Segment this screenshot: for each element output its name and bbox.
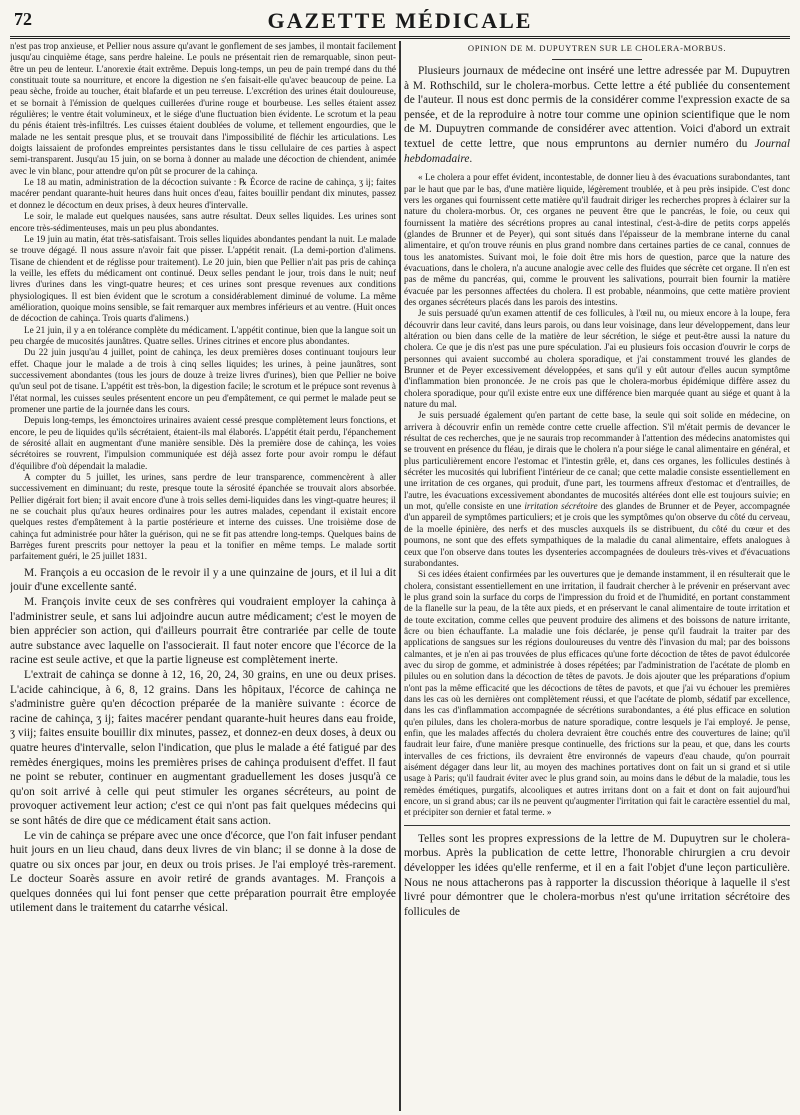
heading-rule (552, 59, 642, 60)
quote-paragraph: Si ces idées étaient confirmées par les ouvertures que je demande instamment, il en résulterait que le cholera, consistant essentiellement en une irritation, il faudrait chercher à le prévenir en préservant avec le plus grand soin la surface du corps de l'impression du froid et de l'humidité, en portant constamment de la flanelle sur la peau, de la tête aux pieds, et en préservant le canal alimentaire de toute irritation et de toute excitation, comme celles que peuvent produire des alimens et des boissons de nature irritante, âcre ou bien échauffante. La maladie une fois déclarée, je pense qu'il faudrait la traiter par des applications de sangsues sur les régions douloureuses du ventre dès l'invasion du mal; par des boissons calmantes, et je n'en ai pas trouvées de plus efficaces qu'une forte décoction de têtes de pavot édulcorée avec du sirop de gomme, et administrée à doses répétées; par l'administration de l'acétate de plomb en pilules ou en solution dans la décoction de têtes de pavots. Je dois ajouter que les préparations d'opium n'ont pas la même efficacité que les décoctions de têtes de pavots, et que j'ai vu échouer les premières dans les cas où les dernières ont complètement réussi, et que l'acétate de plomb, sédatif par excellence, dans les cas d'inflammation accompagnée de sécrétions surabondantes, a été plus efficace en solution qu'en pilules, dans les cholera-morbus de nature sporadique, contre lesquels je l'ai employé. Je pense, enfin, que les malades affectés du cholera devraient être couchés entre des couvertures de laine; qu'il faudrait leur faire, d'une manière presque continuelle, des frictions sur la peau, et que, dans les courts intervalles de ces frictions, ils devraient être environnés de vapeurs d'eau chaude, qu'on pourrait aisément dégager dans leur lit, au moyen des machines portatives dont on fait un si grand et si utile usage à Paris; qu'il faudrait éviter avec le plus grand soin, au moins dans le début de la maladie, tous les remèdes émétiques, purgatifs, alcooliques et autres irritans dont on a fait et dont on fait aujourd'hui encore, un si grand abus; car ils ne peuvent qu'augmenter l'irritation qui fait le caractère essentiel du mal, et précipiter son dernier et fatal terme. » (404, 569, 790, 818)
masthead-rule (10, 36, 790, 39)
journal-title: GAZETTE MÉDICALE (267, 8, 533, 33)
intro-end: . (469, 152, 473, 165)
intro-text: Plusieurs journaux de médecine ont inséré une lettre adressée par M. Dupuytren à M. Rothschild, sur le cholera-morbus. Cette lettre a été publiée du consentement de l'auteur. Il nous est donc permis de la considérer comme l'expression exacte de sa pensée, et de la reproduire à notre tour comme une opinion scientifique que le nom de M. Dupuytren commande de considérer avec attention. Voici d'abord un extrait textuel de cette lettre, que nous empruntons au dernier numéro du (404, 65, 790, 150)
columns (10, 41, 790, 1111)
case-paragraph: Le 18 au matin, administration de la décoction suivante : ℞ Écorce de racine de cahinça, ʒ ij; faites macérer pendant quarante-huit heures dans huit onces d'eau, faites bouillir pendant dix minutes, passez et donnez le décoctum en deux prises, à deux heures d'intervalle. (10, 177, 396, 210)
case-paragraph: A compter du 5 juillet, les urines, sans perdre de leur transparence, commencèrent à aller successivement en diminuant; du reste, presque toute la sérosité épanchée se trouvait alors absorbée. Pellier digérait fort bien; il avait encore d'une à trois selles demi-liquides dans les vingt-quatre heures; il ne se couchait plus qu'aux heures ordinaires pour les autres malades, cependant il existait encore quelques restes d'empâtement à la partie postérieure et interne des cuisses. Une troisième dose de cahinça fut administrée pour hâter la guérison, qui ne se fit pas attendre long-temps. Quelques bains de Barrèges furent prescrits pour nettoyer la peau et la tonifier en même temps. Le malade sortit parfaitement guéri, le 25 juillet 1831. (10, 472, 396, 562)
masthead (10, 6, 790, 36)
closing-paragraph: Telles sont les propres expressions de la lettre de M. Dupuytren sur le cholera-morbus. Après la publication de cette lettre, l'honorable chirurgien a cru devoir développer les idées qu'elle renferme, et il en a fait l'objet d'une leçon particulière. Nous ne nous attacherons pas à rapporter la discussion théorique à laquelle il s'est livré pour démontrer que le cholera-morbus n'est qu'une irritation sécrétoire des follicules de (404, 832, 790, 918)
quote-paragraph: Je suis persuadé qu'un examen attentif de ces follicules, à l'œil nu, ou mieux encore à la loupe, fera découvrir dans leur cavité, dans leurs parois, ou dans leur voisinage, dans leur développement, dans leur altération ou bien dans celle de la matière de leur sécrétion, le siége et peut-être aussi la nature du cholera. Ce que je dis n'est pas une pure spéculation. J'ai eu plusieurs fois occasion d'ouvrir le corps de personnes qui avaient succombé au cholera sporadique, et j'ai constamment trouvé les glandes de Brunner et de Peyer excessivement développées, et sans qu'il y eût autour d'elles aucun symptôme d'inflammation bien prononcée. Je ne crois pas que le cholera-morbus épidémique diffère assez du cholera sporadique, pour qu'il existe entre eux une différence bien marquée quant au siége et quant à la nature du mal. (404, 308, 790, 410)
page-number: 72 (14, 9, 32, 29)
column-divider (399, 41, 401, 1111)
body-paragraph: M. François invite ceux de ses confrères qui voudraient employer la cahinça à l'administrer seule, et sans lui adjoindre aucun autre médicament; c'est le moyen de bien apprécier son action, qui d'ailleurs pourrait être contrariée par celle de toute autre substance avec laquelle on l'associerait. Il faut noter encore que l'écorce de la racine est seule active, et que la partie ligneuse est complètement inerte. (10, 596, 396, 667)
case-paragraph: Depuis long-temps, les émonctoires urinaires avaient cessé presque complètement leurs fonctions, et encore, le peu de liquides qu'ils sécrétaient, étaient-ils mal élaborés. L'appétit était perdu, l'épanchement de sérosité allait en augmentant d'une manière sensible. Dès la première dose de cahinça, les voies sécrétoires se rouvrent, l'impulsion communiquée est déjà assez forte pour avoir rompu le défaut d'équilibre d'où dépendait la maladie. (10, 415, 396, 471)
case-paragraph: Le 21 juin, il y a en tolérance complète du médicament. L'appétit continue, bien que la langue soit un peu chargée de mucosités jaunâtres. Quatre selles. Urines citrines et encore plus abondantes. (10, 324, 396, 346)
quote-paragraph: « Le cholera a pour effet évident, incontestable, de donner lieu à des évacuations surabondantes, tant par le haut que par le bas, d'une matière liquide, légèrement troublée, et à peu près insipide. C'est donc vers les organes qui fournissent cette matière qu'il faudrait diriger les recherches propres à éclairer sur la nature du cholera-morbus. Or, ces organes ne peuvent être que le pancréas, le foie, ou ceux qui fournissent la matière des sécrétions propres au canal intestinal, c'est-à-dire de petits corps appelés (glandes de Brunner et de Peyer), qui sont situés dans l'épaisseur de la membrane interne du canal alimentaire, et qu'on trouve réunis en plus grand nombre dans certaines parties de ce canal, connues de tous les anatomistes. Suivant moi, le foie doit être mis hors de question, parce que la nature des évacuations, dans le cholera, n'a aucune analogie avec celle des fluides que sécrète cet organe. Il n'en est pas de même du pancréas, qui, comme le prouvent les salivations, pourrait bien fournir la matière évacuée par les personnes affectées du cholera. Il est probable, néanmoins, que cette matière provient des organes sécréteurs placés dans les parois des intestins. (404, 172, 790, 307)
article-heading: OPINION DE M. DUPUYTREN SUR LE CHOLERA-MORBUS. (467, 43, 727, 53)
italic-phrase: irritation sécrétoire (524, 501, 598, 512)
body-paragraph: Le vin de cahinça se prépare avec une once d'écorce, que l'on fait infuser pendant huit jours en un lieu chaud, dans deux livres de vin blanc; il se donne à la dose de quatre ou six onces par jour, en deux ou trois prises. Je l'ai employé très-rarement. Le docteur Soarès assure en avoir retiré de grands avantages. M. François a quelques données qui lui font penser que cette préparation pourrait être employée utilement dans le traitement du catarrhe vésical. (10, 829, 396, 915)
case-paragraph: Le soir, le malade eut quelques nausées, sans autre résultat. Deux selles liquides. Les urines sont encore très-sédimenteuses, mais un peu plus abondantes. (10, 211, 396, 233)
intro-paragraph (404, 64, 790, 166)
body-paragraph: L'extrait de cahinça se donne à 12, 16, 20, 24, 30 grains, en une ou deux prises. L'acide cahincique, à 6, 8, 12 grains. Dans les hôpitaux, l'écorce de cahinça ne s'administre guère qu'en décoction préparée de la manière suivante : écorce de racine de cahinça, ʒ ij; faites macérer pendant quarante-huit heures dans eau froide, ʒ viij; faites ensuite bouillir dix minutes, passez, et donnez-en deux doses, à deux ou quatre heures d'intervalle, selon l'indication, que plus le malade a été fatigué par des remèdes énergiques, moins les premières prises de cahinça produisent d'effet. Il faut ne point se rebuter, continuer en augmentant graduellement les doses jusqu'à ce qu'on soit arrivé à celle qui peut stimuler les organes sécréteurs, au point de provoquer activement leur action; c'est ce qui n'ont pas fait quelques médecins qui se sont hâtés de dire que ce médicament était sans action. (10, 668, 396, 827)
case-paragraph: n'est pas trop anxieuse, et Pellier nous assure qu'avant le gonflement de ses jambes, il montait facilement jusqu'au cinquième étage, sans perdre haleine. Le pouls ne présentait rien de remarquable, sinon peut-être un peu de lenteur. L'anorexie était extrême. Depuis long-temps, un peu de pain trempé dans du thé constituait toute sa nourriture, et encore la digestion ne s'en faisait-elle qu'avec beaucoup de peine. La peau sèche, froide au toucher, était blafarde et un peu terreuse. L'excrétion des urines était douloureuse, et se bornait à l'émission de quelques cuillerées d'urine rouge et bourbeuse. Les selles étaient assez régulières; le ventre était volumineux, et le siége d'une fluctuation bien évidente. Le scrotum et la peau du pénis étaient très-infiltrés. Les cuisses étaient doublées de volume, et tellement engourdies, que le malade ne les sentait presque plus, et se trouvait dans l'impossibilité de fléchir les articulations. Les doigts laissaient de profondes empreintes persistantes dans le tissu cellulaire de ces parties à aspect semi-transparent. Jusqu'au 15 juin, on se borna à donner au malade une décoction de chiendent, animée avec le vin blanc, pour attendre qu'on pût se procurer de la cahinça. (10, 41, 396, 176)
section-rule (404, 825, 790, 826)
body-paragraph: M. François a eu occasion de le revoir il y a une quinzaine de jours, et il lui a dit jouir d'une excellente santé. (10, 566, 396, 594)
case-paragraph: Le 19 juin au matin, état très-satisfaisant. Trois selles liquides abondantes pendant la nuit. Le malade se trouve dégagé. Il nous assure n'avoir fait que pisser. L'appétit renait. (La demi-portion d'alimens. Tisane de chiendent et de réglisse pour traitement). Le 20 juin, bien que Pellier n'ait pas pris de cahinça la veille, les effets du médicament ont continué. Deux selles pendant le jour, trois dans le nuit; neuf livres d'urines dans les vingt-quatre heures; et ces urines sont presque revenues aux conditions physiologiques. Il est bien évident que le scrotum a considérablement diminué de volume. La même amélioration, quoique moins sensible, se fait remarquer aux membres inférieurs et au ventre. (Huit onces de décoction de cahinça. Trois quarts d'alimens.) (10, 233, 396, 324)
quote-text: Je suis persuadé également qu'en partant de cette base, la seule qui soit solide en médecine, on arrivera à découvrir enfin un remède contre cette cruelle affection. S'il m'était permis de devancer le résultat de ces recherches, que je ne saurais trop recommander à l'attention des médecins anatomistes qui se trouvent en présence du fléau, je dirais que le cholera n'a pour siége le canal alimentaire en général, et plus particulièrement encore l'estomac et l'intestin grêle, et, dans ces organes, les follicules destinés à sécréter les mucosités qui lubrifient l'intérieur de ce canal; que cette maladie consiste essentiellement en une irritation de ces organes, qui produit, d'une part, les tourmens affreux d'estomac et d'entrailles, de l'autre, les évacuations excessivement abondantes de mucosités altérées dont elle est toujours suivie; en un mot, qu'elle consiste en une (404, 410, 790, 512)
case-paragraph: Du 22 juin jusqu'au 4 juillet, point de cahinça, les deux premières doses continuant toujours leur effet. Chaque jour le malade a de trois à cinq selles liquides; les urines, à peine jaunâtres, sont successivement abondantes (tous les jours de douze à treize livres d'urines), bien que Pellier ne boive qu'un seul pot de tisane. L'appétit est très-bon, la digestion facile; le scrotum et le prépuce sont revenus à l'état normal, les cuisses seules présentent encore un peu d'empâtement, ce qui permet le malade peut se promener une partie de la journée dans les cours. (10, 347, 396, 414)
left-column (10, 41, 396, 1111)
journal-name: Journal hebdomadaire (404, 137, 790, 165)
quote-paragraph (404, 410, 790, 569)
quote-text: des glandes de Brunner et de Peyer, accompagnée d'un appareil de symptômes particuliers; et je crois que les symptômes qu'on observe du côté du cerveau, de la moelle épinière, des nerfs et des muscles auxquels ils se distribuent, du côté du cœur et des poumons, ne sont que des effets sympathiques de la maladie du canal alimentaire, effets analogues à ceux que l'on observe dans toutes les dysenteries accompagnées de douleurs très-vives et d'évacuations surabondantes. (404, 501, 790, 568)
right-column (404, 41, 790, 1111)
